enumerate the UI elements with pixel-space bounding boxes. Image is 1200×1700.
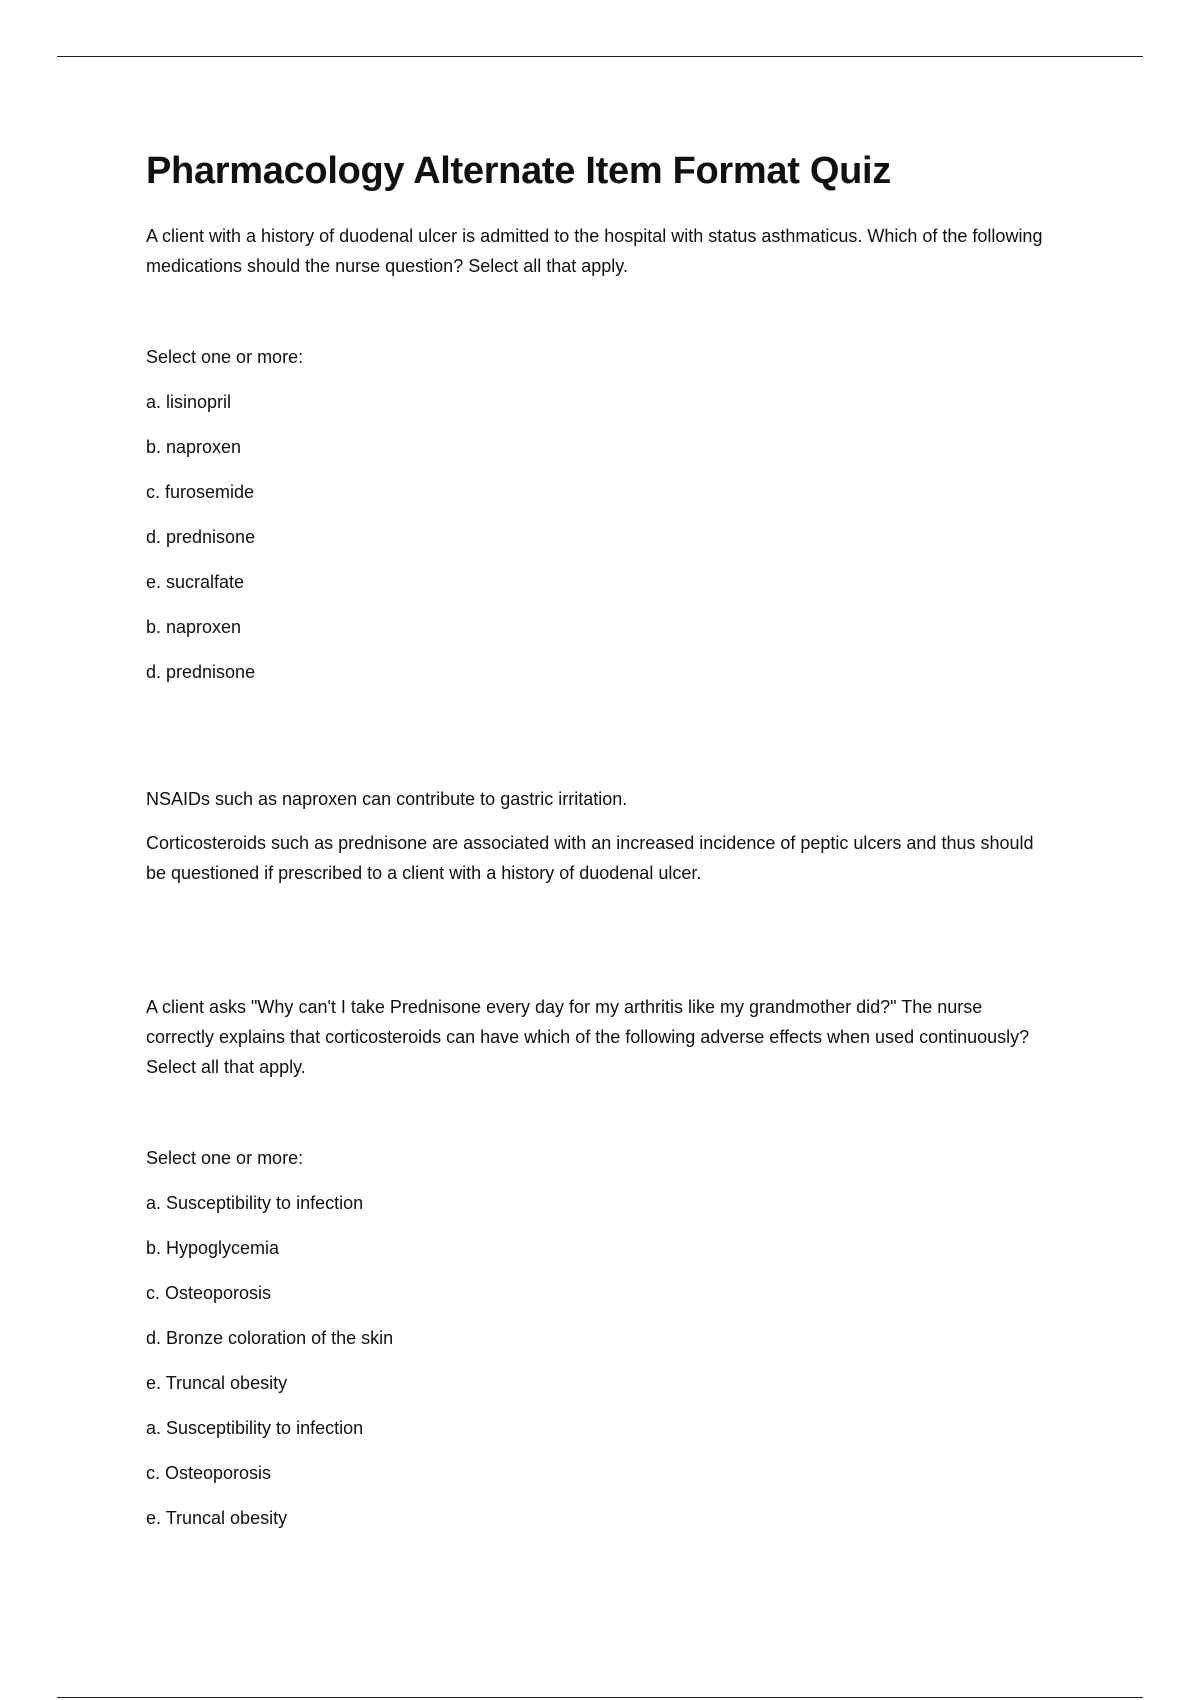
option-item: d. prednisone (146, 527, 256, 547)
answers-list (146, 1416, 1046, 1530)
answers-list (146, 615, 1046, 684)
top-rule (57, 56, 1143, 57)
page-title: Pharmacology Alternate Item Format Quiz (146, 150, 891, 192)
option-item: e. Truncal obesity (146, 1373, 288, 1393)
answer-item: d. prednisone (146, 662, 256, 682)
answer-item: b. naproxen (146, 617, 242, 637)
question-text: A client with a history of duodenal ulcer is admitted to the hospital with status asthmaticus. Which of the following medications should the nurse question? Select all that apply. (146, 226, 1043, 276)
question-text: A client asks "Why can't I take Prednisone every day for my arthritis like my grandmother did?" The nurse correctly explains that corticosteroids can have which of the following adverse effects when used continuously? Select all that apply. (146, 997, 1030, 1077)
answer-item: e. Truncal obesity (146, 1508, 288, 1528)
option-item: a. Susceptibility to infection (146, 1193, 364, 1213)
explanation-text: Corticosteroids such as prednisone are associated with an increased incidence of peptic ulcers and thus should be questioned if prescribed to a client with a history of duodenal ulcer. (146, 833, 1034, 883)
option-item: b. naproxen (146, 437, 242, 457)
explanation-text: NSAIDs such as naproxen can contribute to gastric irritation. (146, 789, 628, 809)
bottom-rule (57, 1697, 1143, 1698)
select-label: Select one or more: (146, 1148, 304, 1168)
question-2 (146, 992, 1046, 1530)
question-1 (146, 221, 1046, 888)
option-item: c. furosemide (146, 482, 255, 502)
explanation-block (146, 784, 1046, 888)
options-list (146, 390, 1046, 594)
answer-item: a. Susceptibility to infection (146, 1418, 364, 1438)
option-item: d. Bronze coloration of the skin (146, 1328, 394, 1348)
option-item: a. lisinopril (146, 392, 232, 412)
option-item: e. sucralfate (146, 572, 245, 592)
answer-item: c. Osteoporosis (146, 1463, 272, 1483)
options-list (146, 1191, 1046, 1395)
option-item: c. Osteoporosis (146, 1283, 272, 1303)
select-label: Select one or more: (146, 347, 304, 367)
quiz-page (146, 150, 1046, 1551)
option-item: b. Hypoglycemia (146, 1238, 280, 1258)
